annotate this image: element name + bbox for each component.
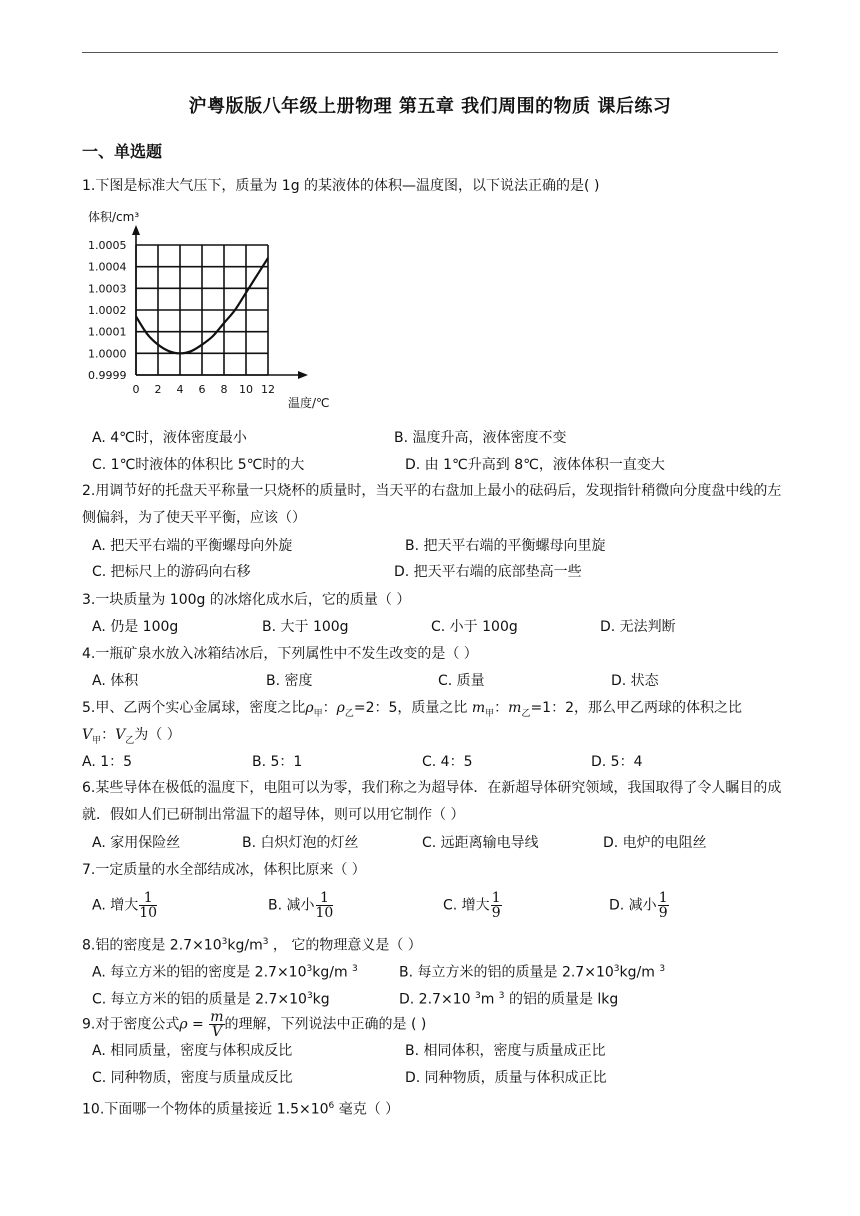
y-tick-label: 1.0005	[88, 239, 127, 252]
q5-rho-jia: ρ	[305, 700, 314, 716]
q7-option-d-label: D. 减小	[609, 897, 657, 914]
y-tick-label: 1.0002	[88, 304, 127, 317]
question-7-stem: 7.一定质量的水全部结成冰，体积比原来（ ）	[82, 862, 366, 878]
y-tick-label: 1.0004	[88, 260, 127, 274]
q5-sub-yi-3: 乙	[125, 735, 135, 746]
q5-sub-jia: 甲	[313, 708, 323, 719]
q5-sub-yi: 乙	[344, 708, 354, 719]
q7-fraction-c: $\frac{1}{9}$	[491, 890, 501, 921]
q7-fraction-a: $\frac{1}{10}$	[139, 890, 158, 921]
question-5-stem	[82, 694, 742, 728]
q7-fraction-b: $\frac{1}{10}$	[315, 890, 334, 921]
q4-option-d[interactable]: D. 状态	[611, 673, 659, 689]
q5-m-jia: m	[471, 700, 486, 716]
q2-option-c[interactable]: C. 把标尺上的游码向右移	[92, 564, 251, 580]
q7-option-c[interactable]	[443, 891, 502, 920]
density-formula-fraction: $\frac{m}{V}$	[210, 1009, 224, 1040]
top-rule	[82, 52, 778, 53]
y-tick-label: 0.9999	[88, 369, 127, 382]
q5-rho-yi: ρ	[336, 700, 345, 716]
q5-colon-1: ：	[322, 700, 337, 716]
q1-option-a[interactable]: A. 4℃时，液体密度最小	[92, 430, 247, 446]
chart-grid	[136, 245, 268, 375]
x-axis-arrow	[298, 371, 308, 379]
q7-option-a[interactable]	[92, 891, 157, 920]
q1-option-c[interactable]: C. 1℃时液体的体积比 5℃时的大	[92, 457, 305, 473]
q9-option-c[interactable]: C. 同种物质，密度与质量成反比	[92, 1070, 293, 1086]
section-heading: 一、单选题	[82, 142, 163, 161]
q5-colon-3: ：	[101, 727, 116, 743]
q5-sub-jia-2: 甲	[485, 708, 495, 719]
q2-option-d[interactable]: D. 把天平右端的底部垫高一些	[394, 564, 582, 580]
q5-text-b: =2：5，质量之比	[353, 700, 472, 716]
q5-text-c: =1：2，那么甲乙两球的体积之比	[530, 700, 742, 716]
question-3-stem: 3.一块质量为 100g 的冰熔化成水后，它的质量（ ）	[82, 592, 411, 608]
x-tick-label: 8	[220, 383, 228, 396]
x-tick-label: 12	[261, 383, 275, 396]
q5-option-c[interactable]: C. 4：5	[422, 754, 473, 770]
density-formula: ρ =	[179, 1016, 209, 1033]
x-tick-label: 10	[239, 383, 253, 396]
x-tick-label: 0	[132, 383, 140, 396]
q5-option-b[interactable]: B. 5：1	[252, 754, 303, 770]
question-8-stem: 8.铝的密度是 $2.7\times 10^3kg/m^3$ ， 它的物理意义是（ ）	[82, 937, 422, 954]
q6-option-c[interactable]: C. 远距离输电导线	[422, 835, 539, 851]
q9-option-a[interactable]: A. 相同质量，密度与体积成反比	[92, 1043, 293, 1059]
q5-option-d[interactable]: D. 5：4	[591, 754, 643, 770]
x-tick-label: 6	[198, 383, 206, 396]
question-1-stem: 1.下图是标准大气压下，质量为 1g 的某液体的体积—温度图，以下说法正确的是( )	[82, 178, 600, 194]
q5-text-a: 5.甲、乙两个实心金属球，密度之比	[82, 700, 306, 716]
y-tick-label: 1.0000	[88, 347, 127, 361]
q5-option-a[interactable]: A. 1：5	[82, 754, 133, 770]
y-tick-label: 1.0003	[88, 282, 127, 296]
q6-option-d[interactable]: D. 电炉的电阻丝	[603, 835, 707, 851]
question-9-stem: 9.对于密度公式ρ = $\frac{m}{V}$ 的理解，下列说法中正确的是 ( )	[82, 1009, 427, 1040]
q5-m-yi: m	[508, 700, 522, 716]
q7-fraction-d: $\frac{1}{9}$	[658, 890, 668, 921]
q7-option-b[interactable]	[268, 891, 333, 920]
y-axis-arrow	[132, 225, 140, 235]
chart-y-label: 体积/cm³	[88, 210, 140, 224]
q8-option-a[interactable]: A. 每立方米的铝的密度是 $2.7\times 10^3kg/m$ $^3$	[92, 964, 358, 981]
q7-option-c-label: C. 增大	[443, 897, 490, 914]
q8-option-c[interactable]: C. 每立方米的铝的质量是 $2.7\times 10^3kg$	[92, 991, 330, 1008]
question-5-stem-line2	[82, 721, 181, 755]
x-tick-label: 2	[154, 383, 162, 396]
q6-option-b[interactable]: B. 白炽灯泡的灯丝	[242, 835, 359, 851]
q4-option-a[interactable]: A. 体积	[92, 673, 139, 689]
q1-option-b[interactable]: B. 温度升高，液体密度不变	[394, 430, 567, 446]
q3-option-d[interactable]: D. 无法判断	[600, 619, 676, 635]
y-tick-label: 1.0001	[88, 325, 127, 339]
q5-sub-yi-2: 乙	[521, 708, 531, 719]
volume-temperature-chart	[84, 203, 330, 413]
q9-option-d[interactable]: D. 同种物质，质量与体积成正比	[405, 1070, 607, 1086]
question-6-stem: 6.某些导体在极低的温度下，电阻可以为零，我们称之为超导体．在新超导体研究领域，我国取得了令人瞩目的成就．假如人们已研制出常温下的超导体，则可以用它制作（ ）	[82, 780, 782, 823]
q7-option-a-label: A. 增大	[92, 897, 139, 914]
q3-option-b[interactable]: B. 大于 100g	[262, 619, 349, 635]
q8-option-d[interactable]: D. 2.7×10 $^3$m $^3$ 的铝的质量是 lkg	[399, 991, 619, 1008]
question-10-stem: 10.下面哪一个物体的质量接近 $1.5\times 10^6$ 毫克（ ）	[82, 1101, 400, 1118]
q3-option-c[interactable]: C. 小于 100g	[431, 619, 518, 635]
chart-ticks	[88, 239, 275, 396]
chart-x-label: 温度/℃	[288, 396, 330, 410]
q8-option-b[interactable]: B. 每立方米的铝的质量是 $2.7\times 10^3kg/m$ $^3$	[399, 964, 666, 981]
q1-option-d[interactable]: D. 由 1℃升高到 8℃，液体体积一直变大	[405, 457, 665, 473]
q2-option-b[interactable]: B. 把天平右端的平衡螺母向里旋	[405, 538, 606, 554]
q7-option-b-label: B. 减小	[268, 897, 315, 914]
q7-option-d[interactable]	[609, 891, 669, 920]
q9-option-b[interactable]: B. 相同体积，密度与质量成正比	[405, 1043, 606, 1059]
q6-option-a[interactable]: A. 家用保险丝	[92, 835, 181, 851]
page-title: 沪粤版版八年级上册物理 第五章 我们周围的物质 课后练习	[188, 96, 672, 117]
q5-sub-jia-3: 甲	[92, 735, 102, 746]
q3-option-a[interactable]: A. 仍是 100g	[92, 619, 179, 635]
question-4-stem: 4.一瓶矿泉水放入冰箱结冰后，下列属性中不发生改变的是（ ）	[82, 646, 478, 662]
x-tick-label: 4	[176, 383, 184, 396]
q5-colon-2: ：	[494, 700, 509, 716]
q4-option-b[interactable]: B. 密度	[266, 673, 313, 689]
question-2-stem: 2.用调节好的托盘天平称量一只烧杯的质量时，当天平的右盘加上最小的砝码后，发现指针稍微向分度盘中线的左侧偏斜，为了使天平平衡，应该（）	[82, 483, 782, 526]
q5-v-yi: V	[115, 727, 126, 743]
q5-v-jia: V	[82, 727, 93, 743]
q5-text-d: 为（ ）	[134, 727, 181, 743]
q2-option-a[interactable]: A. 把天平右端的平衡螺母向外旋	[92, 538, 293, 554]
q4-option-c[interactable]: C. 质量	[438, 673, 485, 689]
